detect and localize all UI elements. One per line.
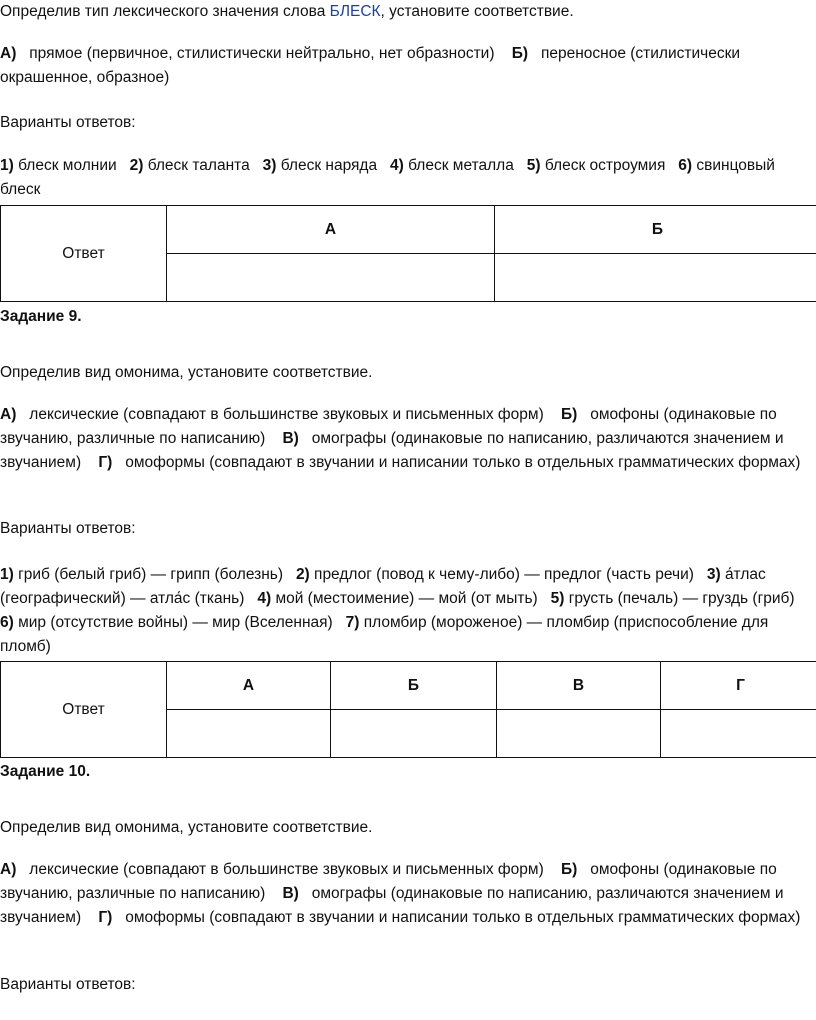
answer-cell-g[interactable] [661, 710, 816, 758]
column-header-b: Б [331, 662, 497, 710]
task9-variants-label: Варианты ответов: [0, 520, 136, 537]
task8-intro: Определив тип лексического значения слова БЛЕСК, установите соответствие. [0, 3, 574, 20]
task9-intro: Определив вид омонима, установите соответствие. [0, 364, 373, 381]
task9-categories: А) лексические (совпадают в большинстве звуковых и письменных форм) Б) омофоны (одинаковые по звучанию, различные по написанию) В) омографы (одинаковые по написанию, различаются значением и звучанием) Г) омоформы (совпадают в звучании и написании только в отдельных грамматических формах) [0, 406, 801, 471]
answer-label-cell: Ответ [1, 662, 167, 758]
column-header-v: В [497, 662, 661, 710]
answer-label-cell: Ответ [1, 206, 167, 302]
task9-answer-table [0, 661, 816, 758]
task9-options: 1) гриб (белый гриб) — грипп (болезнь) 2) предлог (повод к чему-либо) — предлог (часть речи) 3) а́тлас (географический) — атла́с (ткань) 4) мой (местоимение) — мой (от мыть) 5) грусть (печаль) — груздь (гриб) 6) мир (отсутствие войны) — мир (Вселенная) 7) пломбир (мороженое) — пломбир (приспособление для пломб) [0, 566, 795, 655]
answer-cell-b[interactable] [495, 254, 816, 302]
column-header-a: А [167, 206, 495, 254]
task8-answer-table [0, 205, 816, 302]
task8-categories: А) прямое (первичное, стилистически нейтрально, нет образности) Б) переносное (стилистически окрашенное, образное) [0, 45, 741, 86]
task10-variants-label: Варианты ответов: [0, 976, 136, 993]
answer-cell-a[interactable] [167, 254, 495, 302]
column-header-g: Г [661, 662, 816, 710]
task10-categories: А) лексические (совпадают в большинстве звуковых и письменных форм) Б) омофоны (одинаковые по звучанию, различные по написанию) В) омографы (одинаковые по написанию, различаются значением и звучанием) Г) омоформы (совпадают в звучании и написании только в отдельных грамматических формах) [0, 861, 801, 926]
keyword-blesk: БЛЕСК [329, 3, 381, 20]
task8-options: 1) блеск молнии 2) блеск таланта 3) блеск наряда 4) блеск металла 5) блеск остроумия 6) свинцовый блеск [0, 157, 775, 198]
task9-title: Задание 9. [0, 308, 82, 325]
task8-variants-label: Варианты ответов: [0, 114, 136, 131]
column-header-a: А [167, 662, 331, 710]
answer-cell-v[interactable] [497, 710, 661, 758]
column-header-b: Б [495, 206, 816, 254]
task10-title: Задание 10. [0, 763, 91, 780]
answer-cell-a[interactable] [167, 710, 331, 758]
answer-cell-b[interactable] [331, 710, 497, 758]
task10-intro: Определив вид омонима, установите соответствие. [0, 819, 373, 836]
